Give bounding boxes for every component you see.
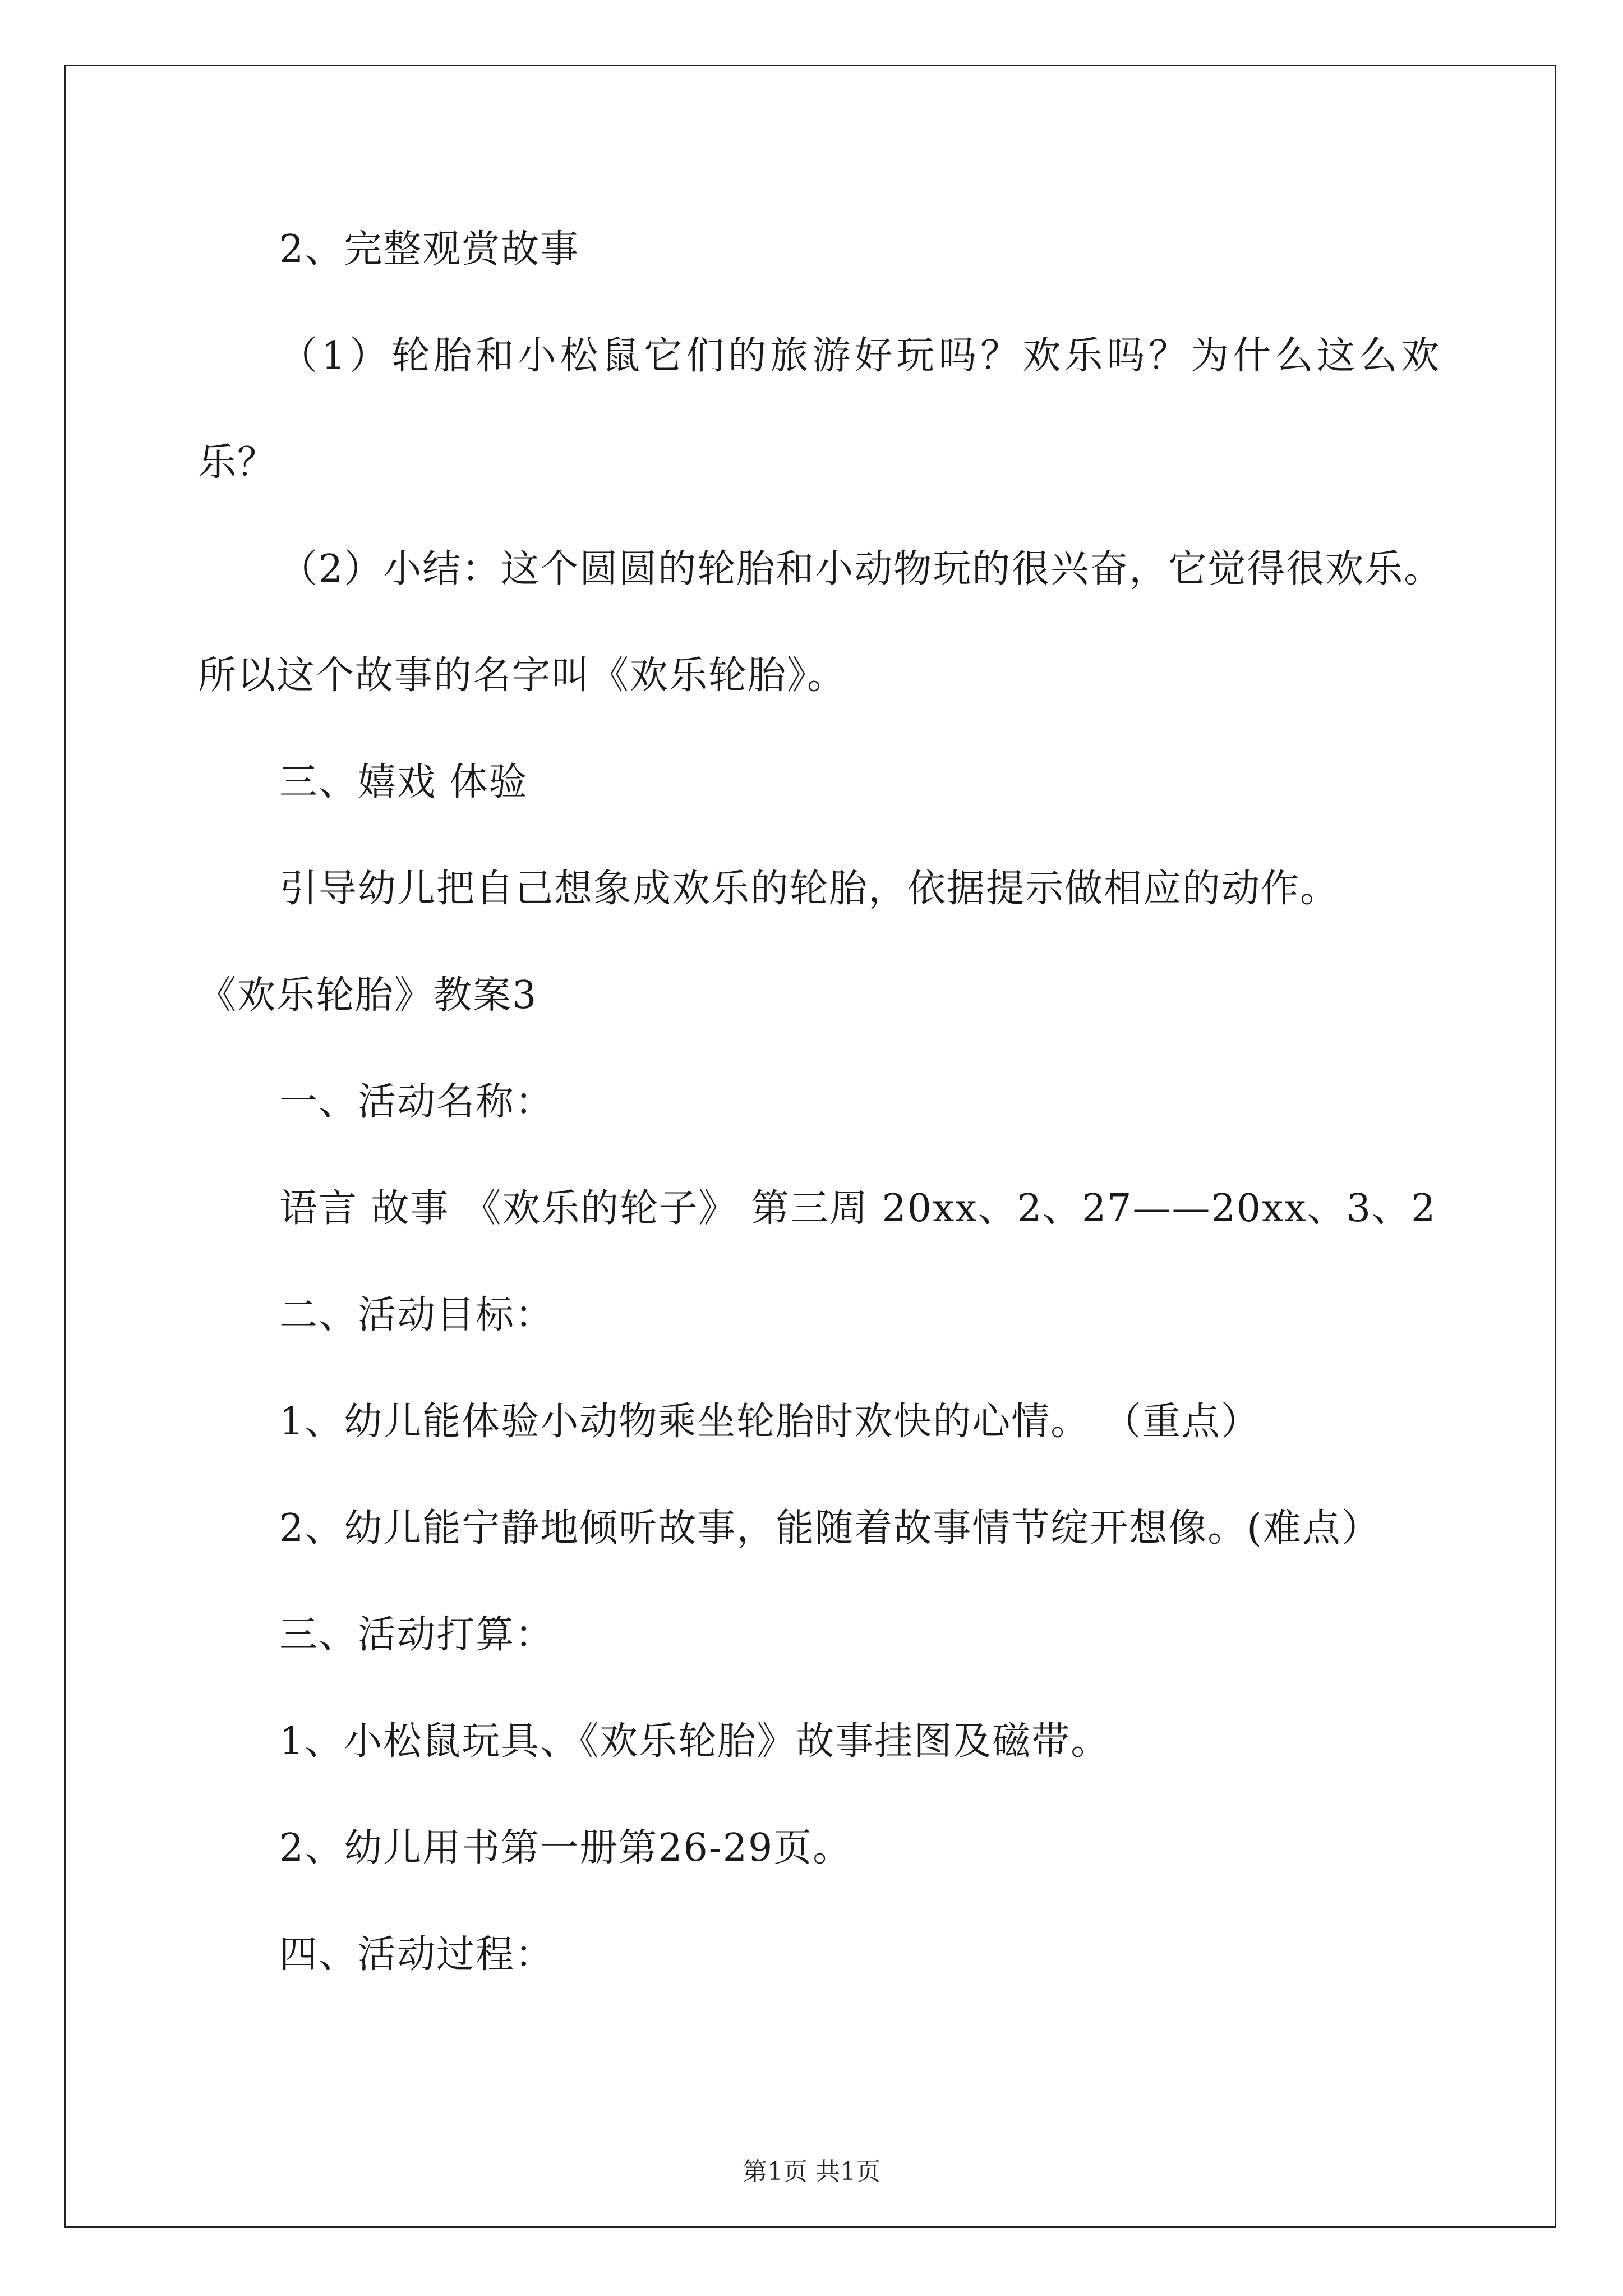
section-heading: 三、嬉戏 体验 [279, 760, 528, 804]
paragraph-line: 2、完整观赏故事 [279, 227, 580, 272]
paragraph-line: 语言 故事 《欢乐的轮子》 第三周 20xx、2、27——20xx、3、2 [279, 1186, 1437, 1231]
paragraph-line: 2、幼儿能宁静地倾听故事，能随着故事情节绽开想像。(难点） [279, 1506, 1381, 1550]
paragraph-line: 乐？ [198, 440, 277, 485]
page-border [64, 65, 1556, 2228]
paragraph-line: 1、小松鼠玩具、《欢乐轮胎》故事挂图及磁带。 [279, 1719, 1110, 1764]
paragraph-line: 引导幼儿把自己想象成欢乐的轮胎，依据提示做相应的动作。 [279, 867, 1340, 911]
section-heading: 四、活动过程： [279, 1932, 555, 1977]
paragraph-line: （2）小结：这个圆圆的轮胎和小动物玩的很兴奋，它觉得很欢乐。 [279, 547, 1444, 591]
page-number-footer: 第1页 共1页 [743, 2157, 880, 2186]
paragraph-line: （1）轮胎和小松鼠它们的旅游好玩吗？欢乐吗？为什么这么欢 [279, 334, 1444, 378]
paragraph-line: 2、幼儿用书第一册第26-29页。 [279, 1826, 852, 1870]
paragraph-line: 1、幼儿能体验小动物乘坐轮胎时欢快的心情。 （重点） [279, 1400, 1260, 1444]
section-heading: 三、活动打算： [279, 1613, 555, 1657]
document-title: 《欢乐轮胎》教案3 [198, 973, 538, 1018]
section-heading: 一、活动名称： [279, 1080, 555, 1124]
section-heading: 二、活动目标： [279, 1293, 555, 1337]
paragraph-line: 所以这个故事的名字叫《欢乐轮胎》。 [198, 654, 847, 698]
